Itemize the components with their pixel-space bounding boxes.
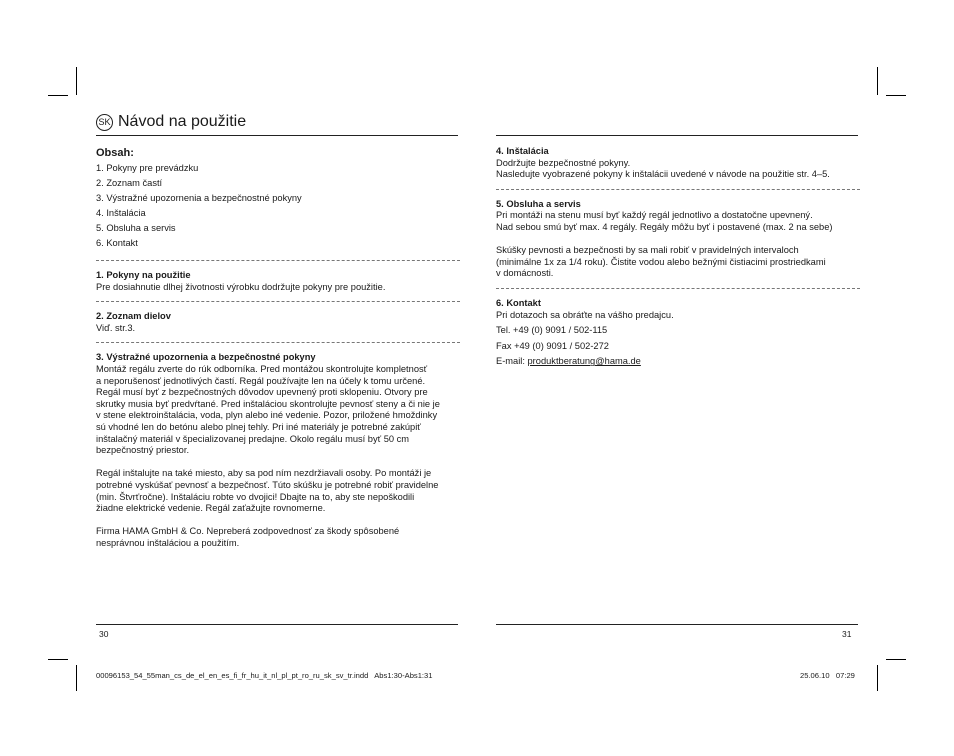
section-text: Firma HAMA GmbH & Co. Nepreberá zodpovednosť za škody spôsobené: [96, 526, 400, 537]
dashed-divider: [496, 288, 860, 289]
crop-mark: [48, 659, 68, 660]
section-text: Skúšky pevnosti a bezpečnosti by sa mali robiť v pravidelných intervaloch: [496, 245, 799, 256]
section-text: Montáž regálu zverte do rúk odborníka. Pred montážou skontrolujte kompletnosť: [96, 363, 428, 374]
toc: [96, 146, 460, 251]
toc-item: 5. Obsluha a servis: [96, 223, 176, 233]
crop-mark: [877, 67, 878, 95]
toc-heading: Obsah:: [96, 147, 134, 159]
section-5: [496, 199, 860, 280]
section-heading: 4. Inštalácia: [496, 146, 549, 156]
toc-item: 1. Pokyny pre prevádzku: [96, 163, 199, 173]
dashed-divider: [96, 342, 460, 343]
section-text: skrutky musia byť predvŕtané. Pred inštaláciou skontrolujte pevnosť steny a či nie je: [96, 398, 440, 409]
section-text: Pri montáži na stenu musí byť každý regál jednotlivo a dostatočne upevnený.: [496, 210, 813, 221]
section-heading: 6. Kontakt: [496, 297, 541, 308]
dashed-divider: [496, 189, 860, 190]
section-text: Viď. str.3.: [96, 322, 136, 333]
section-text: sú vhodné len do betónu alebo plnej tehly. Pri iné materiály je potrebné zakúpiť: [96, 421, 421, 432]
section-text: inštalačný materiál v špecializovanej predajne. Okolo regálu musí byť 50 cm: [96, 433, 410, 444]
section-text: Regál inštalujte na také miesto, aby sa pod ním nezdržiavali osoby. Po montáži je: [96, 468, 432, 479]
language-badge: SK: [96, 114, 113, 131]
toc-item: 2. Zoznam častí: [96, 178, 163, 188]
toc-item: 3. Výstražné upozornenia a bezpečnostné pokyny: [96, 193, 302, 203]
crop-mark: [48, 95, 68, 96]
section-text: Pre dosiahnutie dlhej životnosti výrobku dodržujte pokyny pre použitie.: [96, 281, 386, 292]
section-text: Nad sebou smú byť max. 4 regály. Regály môžu byť i postavené (max. 2 na sebe): [496, 221, 833, 232]
title-rule: [96, 135, 458, 136]
print-slug-date: 25.06.10 07:29: [800, 671, 855, 680]
section-heading: 1. Pokyny na použitie: [96, 270, 191, 280]
section-6: [496, 298, 860, 368]
bottom-rule: [96, 624, 458, 625]
toc-item: 4. Inštalácia: [96, 208, 146, 218]
print-slug-file: 00096153_54_55man_cs_de_el_en_es_fi_fr_hu_it_nl_pl_pt_ro_ru_sk_sv_tr.indd Abs1:30-Abs1:31: [96, 671, 433, 680]
section-text: Regál musí byť z bezpečnostných dôvodov upevnený proti sklopeniu. Otvory pre: [96, 387, 428, 398]
crop-mark: [76, 67, 77, 95]
contact-fax: Fax +49 (0) 9091 / 502-272: [496, 340, 609, 351]
section-text: v domácnosti.: [496, 268, 554, 279]
section-1: [96, 270, 460, 293]
section-text: v stene elektroinštalácia, voda, plyn alebo iné vedenie. Pozor, priložené hmoždinky: [96, 410, 438, 421]
crop-mark: [886, 95, 906, 96]
page-number: 30: [99, 629, 109, 639]
section-text: nesprávnou inštaláciou a použitím.: [96, 537, 240, 548]
section-4: [496, 146, 860, 181]
section-text: žiadne elektrické vedenie. Regál zaťažujte rovnomerne.: [96, 503, 326, 514]
left-content: [96, 146, 460, 549]
contact-intro: Pri dotazoch sa obráťte na vášho predajcu.: [496, 309, 674, 320]
email-link[interactable]: produktberatung@hama.de: [527, 356, 641, 367]
contact-email: [496, 356, 860, 368]
crop-mark: [877, 665, 878, 691]
section-text: bezpečnostný priestor.: [96, 445, 190, 456]
toc-item: 6. Kontakt: [96, 238, 138, 248]
email-label: E-mail:: [496, 356, 528, 367]
section-heading: 2. Zoznam dielov: [96, 311, 171, 322]
section-heading: 3. Výstražné upozornenia a bezpečnostné pokyny: [96, 352, 316, 363]
section-text: potrebné vyskúšať pevnosť a bezpečnosť. Túto skúšku je potrebné robiť pravidelne: [96, 479, 439, 490]
title-text: Návod na použitie: [118, 113, 247, 130]
page-title: [96, 112, 246, 132]
section-text: Dodržujte bezpečnostné pokyny.: [496, 157, 631, 168]
dashed-divider: [96, 260, 460, 261]
top-rule: [496, 135, 858, 136]
right-content: [496, 146, 860, 368]
crop-mark: [76, 665, 77, 691]
crop-mark: [886, 659, 906, 660]
page-number: 31: [842, 629, 852, 639]
section-2: [96, 311, 460, 334]
bottom-rule: [496, 624, 858, 625]
section-3: [96, 352, 460, 549]
dashed-divider: [96, 301, 460, 302]
section-text: Nasledujte vyobrazené pokyny k inštalácii uvedené v návode na použitie str. 4–5.: [496, 169, 830, 180]
section-text: (minimálne 1x za 1/4 roku). Čistite vodou alebo bežnými čistiacimi prostriedkami: [496, 256, 826, 267]
section-text: (min. Štvrťročne). Inštaláciu robte vo dvojici! Dbajte na to, aby ste nepoškodili: [96, 491, 415, 502]
toc-list: [96, 161, 460, 251]
section-heading: 5. Obsluha a servis: [496, 198, 581, 209]
section-text: a neporušenosť jednotlivých častí. Regál používajte len na účely k tomu určené.: [96, 375, 426, 386]
contact-tel: Tel. +49 (0) 9091 / 502-115: [496, 325, 608, 336]
